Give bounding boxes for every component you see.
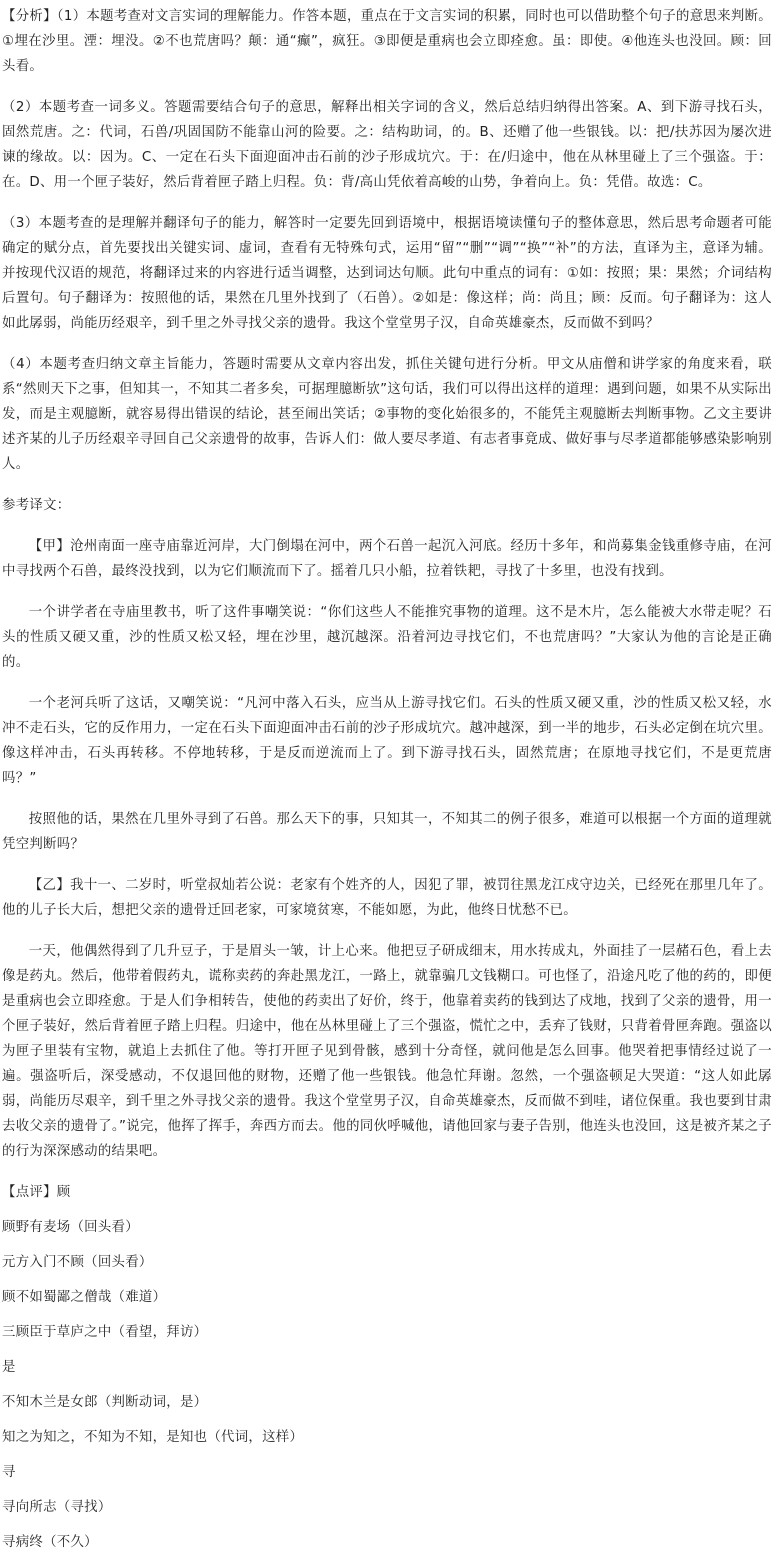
analysis-paragraph-2: （2）本题考查一词多义。答题需要结合句子的意思，解释出相关字词的含义，然后总结归纳得出答案。A、到下游寻找石头，固然荒唐。之：代词，石兽/巩固国防不能靠山河的险要。之：结构助词，的。B、还赠了他一些银钱。以：把/扶苏因为屡次进谏的缘故。以：因为。C、一定在石头下面迎面冲击石前的沙子形成坑穴。于：在/归途中，他在从林里碰上了三个强盗。于：在。D、用一个匣子装好，然后背着匣子踏上归程。负：背/高山凭依着高峻的山势，争着向上。负：凭借。故选：C。: [2, 100, 772, 190]
translation-jia-paragraph-4: 按照他的话，果然在几里外寻到了石兽。那么天下的事，只知其一，不知其二的例子很多，难道可以根据一个方面的道理就凭空判断吗？: [2, 812, 772, 852]
comment-item: 顾野有麦场（回头看）: [2, 1220, 139, 1235]
comment-item: 三顾臣于草庐之中（看望，拜访）: [2, 1325, 208, 1340]
translation-yi-paragraph-1: 【乙】我十一、二岁时，听堂叔灿若公说：老家有个姓齐的人，因犯了罪，被罚往黑龙江戍守边关，已经死在那里几年了。他的儿子长大后，想把父亲的遗骨迁回老家，可家境贫寒，不能如愿，为此，他终日忧愁不已。: [2, 878, 772, 918]
comment-item: 寻: [2, 1465, 16, 1480]
comment-item: 寻病终（不久）: [2, 1535, 98, 1550]
translation-jia-paragraph-1: 【甲】沧州南面一座寺庙靠近河岸，大门倒塌在河中，两个石兽一起沉入河底。经历十多年，和尚募集金钱重修寺庙，在河中寻找两个石兽，最终没找到，以为它们顺流而下了。摇着几只小船，拉着铁耙，寻找了十多里，也没有找到。: [2, 539, 772, 579]
comment-item: 顾不如蜀鄙之僧哉（难道）: [2, 1290, 167, 1305]
analysis-paragraph-3: （3）本题考查的是理解并翻译句子的能力，解答时一定要先回到语境中，根据语境读懂句子的整体意思，然后思考命题者可能确定的赋分点，首先要找出关键实词、虚词，查看有无特殊句式，运用“留”“删”“调”“换”“补”的方法，直译为主，意译为辅。并按现代汉语的规范，将翻译过来的内容进行适当调整，达到词达句顺。此句中重点的词有：①如：按照；果：果然；介词结构后置句。句子翻译为：按照他的话，果然在几里外找到了（石兽）。②如是：像这样；尚：尚且；顾：反而。句子翻译为：这人如此孱弱，尚能历经艰辛，到千里之外寻找父亲的遗骨。我这个堂堂男子汉，自命英雄豪杰，反而做不到吗？: [2, 216, 772, 331]
comment-item: 寻向所志（寻找）: [2, 1500, 112, 1515]
translation-jia-paragraph-3: 一个老河兵听了这话，又嘲笑说：“凡河中落入石头，应当从上游寻找它们。石头的性质又硬又重，沙的性质又松又轻，水冲不走石头，它的反作用力，一定在石头下面迎面冲击石前的沙子形成坑穴。越冲越深，到一半的地步，石头必定倒在坑穴里。像这样冲击，石头再转移。不停地转移，于是反而逆流而上了。到下游寻找石头，固然荒唐；在原地寻找它们，不是更荒唐吗？”: [2, 696, 772, 786]
translation-jia-paragraph-2: 一个讲学者在寺庙里教书，听了这件事嘲笑说：“你们这些人不能推究事物的道理。这不是木片，怎么能被大水带走呢？石头的性质又硬又重，沙的性质又松又轻，埋在沙里，越沉越深。沿着河边寻找它们，不也荒唐吗？”大家认为他的言论是正确的。: [2, 605, 772, 670]
comment-item: 知之为知之，不知为不知，是知也（代词，这样）: [2, 1430, 304, 1445]
comment-item: 是: [2, 1360, 16, 1375]
translation-yi-paragraph-2: 一天，他偶然得到了几升豆子，于是眉头一皱，计上心来。他把豆子研成细末，用水抟成丸，外面挂了一层赭石色，看上去像是药丸。然后，他带着假药丸，谎称卖药的奔赴黑龙江，一路上，就靠骗几文钱糊口。可也怪了，沿途凡吃了他的药的，即便是重病也会立即痊愈。于是人们争相转告，使他的药卖出了好价，终于，他靠着卖药的钱到达了戍地，找到了父亲的遗骨，用一个匣子装好，然后背着匣子踏上归程。归途中，他在丛林里碰上了三个强盗，慌忙之中，丢弃了钱财，只背着骨匣奔跑。强盗以为匣子里装有宝物，就追上去抓住了他。等打开匣子见到骨骸，感到十分奇怪，就问他是怎么回事。他哭着把事情经过说了一遍。强盗听后，深受感动，不仅退回他的财物，还赠了他一些银钱。他急忙拜谢。忽然，一个强盗顿足大哭道：“这人如此孱弱，尚能历尽艰辛，到千里之外寻找父亲的遗骨。我这个堂堂男子汉，自命英雄豪杰，反而做不到哇，诸位保重。我也要到甘肃去收父亲的遗骨了。”说完，他挥了挥手，奔西方而去。他的同伙呼喊他，请他回家与妻子告别，他连头也没回，这是被齐某之子的行为深深感动的结果吧。: [2, 944, 772, 1159]
comment-heading: 【点评】顾: [2, 1185, 71, 1200]
comment-item: 不知木兰是女郎（判断动词，是）: [2, 1395, 208, 1410]
analysis-paragraph-4: （4）本题考查归纳文章主旨能力，答题时需要从文章内容出发，抓住关键句进行分析。甲文从庙僧和讲学家的角度来看，联系“然则天下之事，但知其一，不知其二者多矣，可据理臆断欤”这句话，我们可以得出这样的道理：遇到问题，如果不从实际出发，而是主观臆断，就容易得出错误的结论，甚至闹出笑话；②事物的变化始很多的，不能凭主观臆断去判断事物。乙文主要讲述齐某的儿子历经艰辛寻回自己父亲遗骨的故事，告诉人们：做人要尽孝道、有志者事竟成、做好事与尽孝道都能够感染影响别人。: [2, 357, 772, 472]
analysis-paragraph-1: 【分析】（1）本题考查对文言实词的理解能力。作答本题，重点在于文言实词的积累，同时也可以借助整个句子的意思来判断。①埋在沙里。湮：埋没。②不也荒唐吗？颠：通“癫”，疯狂。③即便是重病也会立即痊愈。虽：即使。④他连头也没回。顾：回头看。: [2, 9, 772, 74]
comment-item: 元方入门不顾（回头看）: [2, 1255, 153, 1270]
translation-heading: 参考译文：: [2, 498, 71, 513]
